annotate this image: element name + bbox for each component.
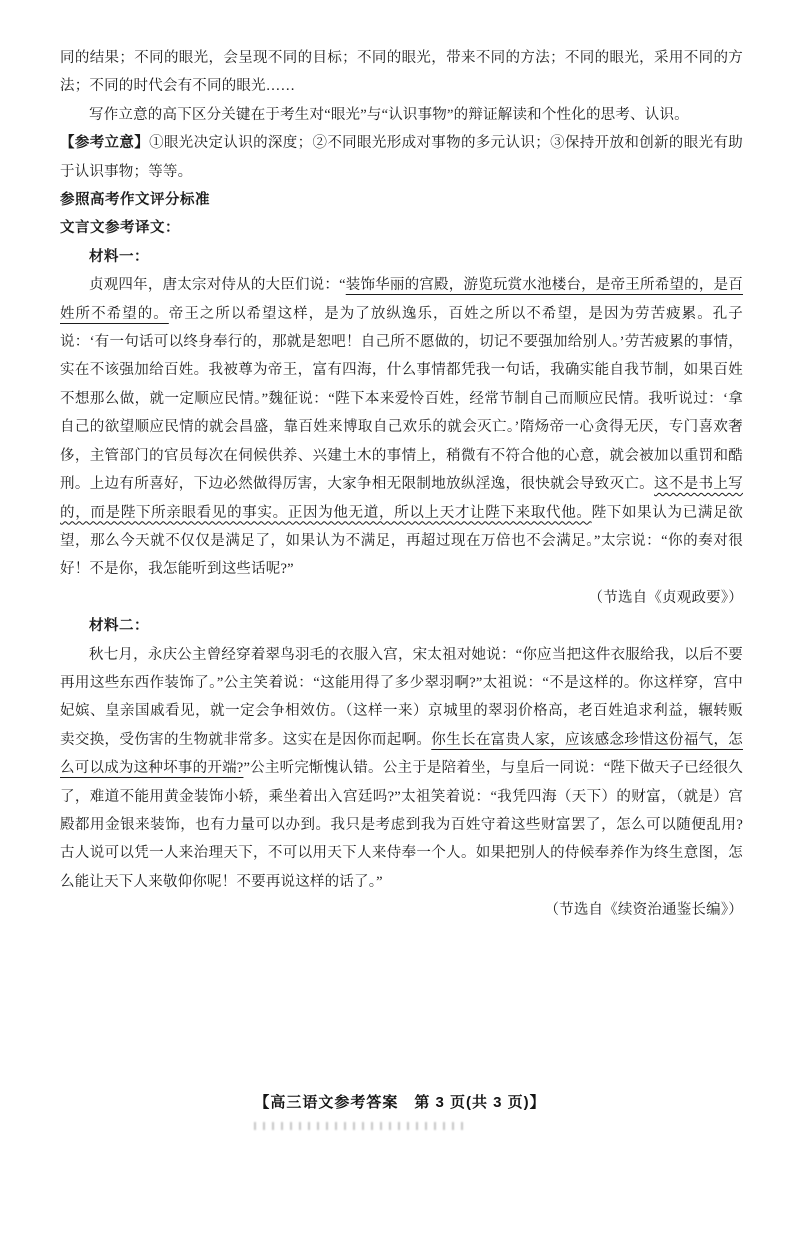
paragraph-writing-intent	[60, 101, 743, 129]
paragraph-continuation-eyesight	[60, 44, 743, 101]
paragraph-material-two	[60, 641, 743, 897]
text-run: 陛下如果认为已满足欲望，那么今天就不仅仅是满足了，如果认为不满足，再超过现在万倍也不会满足。”太宗说：“你的奏对很好！不是你，我怎能听到这些话呢?”	[60, 504, 744, 578]
text-run: ①眼光决定认识的深度；②不同眼光形成对事物的多元认识；③保持开放和创新的眼光有助于认识事物；等等。	[60, 135, 743, 180]
document-body	[60, 44, 743, 925]
paragraph-reference-intents	[60, 129, 743, 186]
heading-classical-translation	[60, 214, 743, 242]
text-run: 贞观四年，唐太宗对侍从的大臣们说：“	[89, 277, 346, 294]
paragraph-material-one	[60, 271, 743, 583]
page-footer: 【高三语文参考答案 第 3 页(共 3 页)】	[254, 1094, 546, 1111]
text-run: （节选自《贞观政要》）	[588, 589, 743, 606]
text-run: 帝王之所以希望这样，是为了放纵逸乐，百姓之所以不希望，是因为劳苦疲累。孔子说：‘有一句话可以终身奉行的，那就是恕吧！自己所不愿做的，切记不要强加给别人。’劳苦疲累的事情，实在不该强加给百姓。我被尊为帝王，富有四海，什么事情都凭我一句话，我确实能自我节制，如果百姓不想那么做，就一定顺应民情。”魏征说：“陛下本来爱怜百姓，经常节制自己而顺应民情。我听说过：‘拿自己的欲望顺应民情的就会昌盛，靠百姓来博取自己欢乐的就会灭亡。’隋炀帝一心贪得无厌，专门喜欢奢侈，主管部门的官员每次在伺候供养、兴建土木的事情上，稍微有不符合他的心意，就会被加以重罚和酷刑。上边有所喜好，下边必然做得厉害，大家争相无限制地放纵淫逸，很快就会导致灭亡。	[60, 305, 743, 493]
print-smudge-artifact	[254, 1122, 469, 1130]
heading-scoring-standard	[60, 186, 743, 214]
wavy-underlined-text: 这不是书上写的，而是陛下所亲眼看见的事实。正因为他无道，所以上天才让陛下来取代他。	[60, 476, 744, 521]
text-run: 参照高考作文评分标准	[60, 192, 210, 209]
text-run: 【参考立意】	[60, 135, 150, 152]
source-material-one	[60, 584, 743, 612]
text-run: 秋七月，永庆公主曾经穿着翠鸟羽毛的衣服入宫，宋太祖对她说：“你应当把这件衣服给我，以后不要再用这些东西作装饰了。”公主笑着说：“这能用得了多少翠羽啊?”太祖说：“不是这样的。你这样穿，宫中妃嫔、皇亲国戚看见，就一定会争相效仿。（这样一来）京城里的翠羽价格高，老百姓追求利益，辗转贩卖交换，受伤害的生物就非常多。这实在是因你而起啊。	[60, 646, 743, 748]
text-run: 文言文参考译文：	[60, 220, 180, 237]
underlined-text: 你生长在富贵人家，应该感念珍惜这份福气，怎么可以成为这种坏事的开端?	[60, 731, 744, 777]
heading-material-two	[60, 612, 743, 640]
underlined-text: 装饰华丽的宫殿，游览玩赏水池楼台，是帝王所希望的，是百姓所不希望的。	[60, 277, 743, 322]
heading-material-one	[60, 243, 743, 271]
text-run: 材料一：	[89, 248, 149, 265]
text-run: （节选自《续资治通鉴长编》）	[544, 902, 743, 919]
text-run: 材料二：	[89, 618, 149, 635]
text-run: ”公主听完惭愧认错。公主于是陪着坐，与皇后一同说：“陛下做天子已经很久了，难道不能用黄金装饰小轿，乘坐着出入宫廷吗?”太祖笑着说：“我凭四海（天下）的财富，（就是）宫殿都用金银来装饰，也有力量可以办到。我只是考虑到我为百姓守着这些财富罢了，怎么可以随便乱用? 古人说可以凭一人来治理天下，不可以用天下人来侍奉一个人。如果把别人的侍候奉养作为终生意图，怎么能让天下人来敬仰你呢！不要再说这样的话了。”	[60, 760, 743, 890]
text-run: 写作立意的高下区分关键在于考生对“眼光”与“认识事物”的辩证解读和个性化的思考、认识。	[89, 106, 689, 123]
text-run: 同的结果；不同的眼光，会呈现不同的目标；不同的眼光，带来不同的方法；不同的眼光，采用不同的方法；不同的时代会有不同的眼光……	[60, 50, 743, 95]
source-material-two	[60, 896, 743, 924]
